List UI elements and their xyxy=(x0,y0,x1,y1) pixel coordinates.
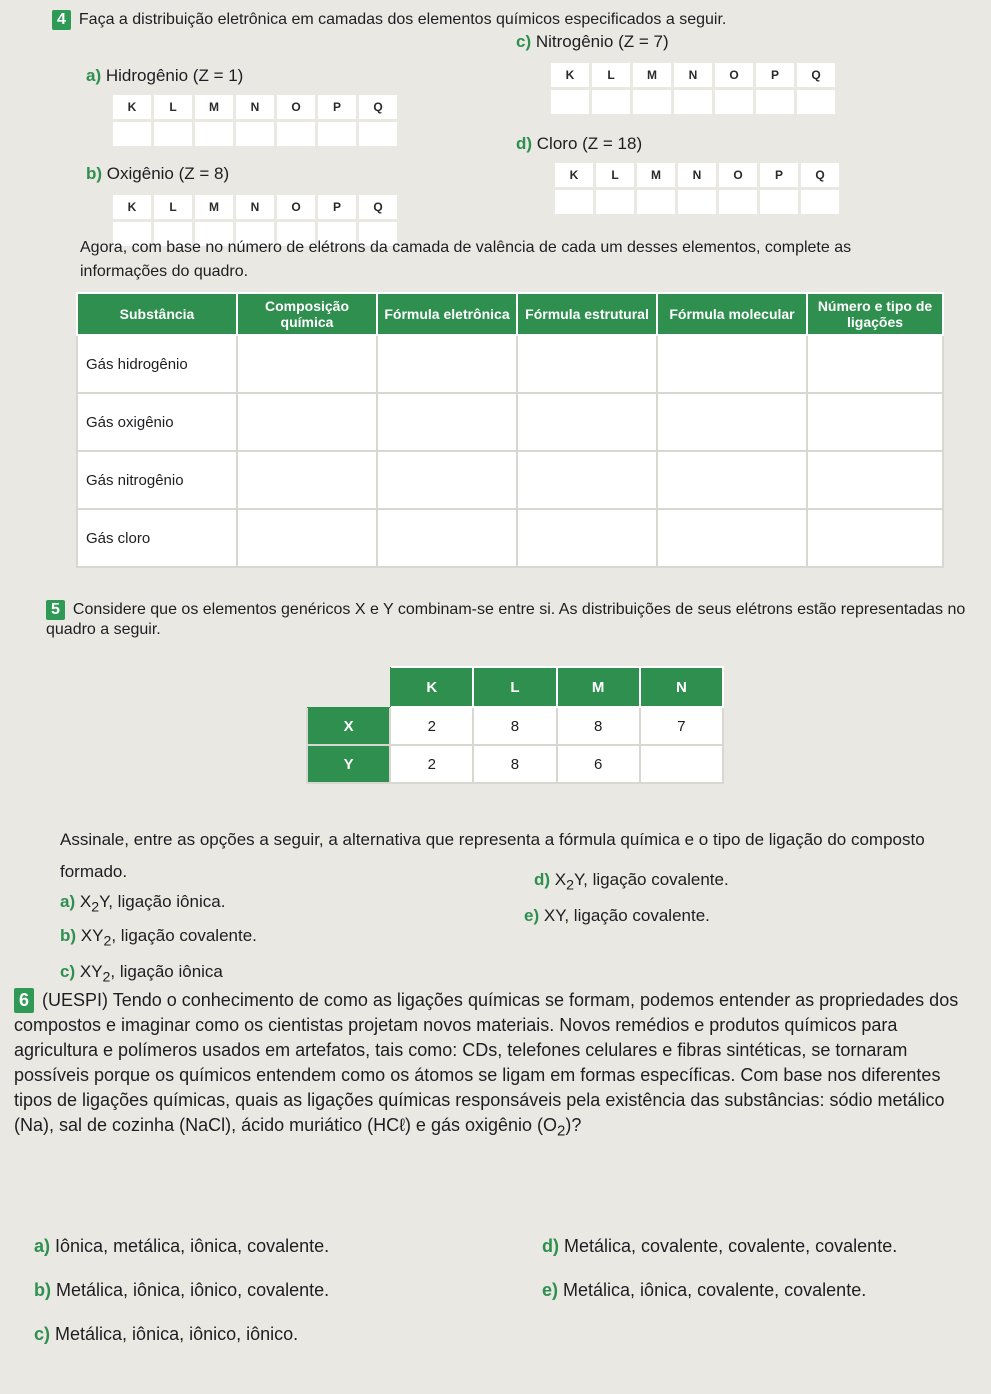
dist-row-label: Y xyxy=(307,745,390,783)
shell-cell[interactable] xyxy=(277,122,315,146)
dist-cell: 6 xyxy=(557,745,640,783)
shell-header: K xyxy=(113,95,151,119)
dist-cell: 2 xyxy=(390,745,473,783)
shell-header: Q xyxy=(359,95,397,119)
shell-cell[interactable] xyxy=(801,190,839,214)
table-cell[interactable] xyxy=(517,509,657,567)
shell-cell[interactable] xyxy=(674,90,712,114)
shell-header: L xyxy=(154,95,192,119)
q4-info-table xyxy=(76,292,944,568)
shell-header: P xyxy=(318,195,356,219)
table-cell[interactable] xyxy=(377,335,517,393)
table-cell[interactable] xyxy=(657,509,807,567)
row-label: Gás oxigênio xyxy=(77,393,237,451)
dist-cell: 8 xyxy=(557,707,640,745)
shell-header: O xyxy=(277,95,315,119)
shell-header: O xyxy=(715,63,753,87)
q6-body: Tendo o conhecimento de como as ligações químicas se formam, podemos entender as propriedades dos compostos e imaginar como os cientistas projetam novos materiais. Novos remédios e produtos químicos para agricultura e polímeros usados em artefatos, tais como: CDs, telefones celulares e fibras sintéticas, se tornaram possíveis porque os químicos entendem como os átomos se ligam em formas específicas. Com base nos diferentes tipos de ligações químicas, quais as ligações químicas responsáveis pela existência das substâncias: sódio metálico (Na), sal de cozinha (NaCl), ácido muriático (HCℓ) e gás oxigênio (O xyxy=(14,990,959,1135)
shell-header: N xyxy=(236,95,274,119)
q4-item-d-label: Cloro (Z = 18) xyxy=(536,134,643,153)
shell-header: M xyxy=(633,63,671,87)
shell-header: L xyxy=(596,163,634,187)
shell-cell[interactable] xyxy=(592,90,630,114)
shell-cell[interactable] xyxy=(797,90,835,114)
table-cell[interactable] xyxy=(377,509,517,567)
shell-header: M xyxy=(195,95,233,119)
table-cell[interactable] xyxy=(237,393,377,451)
shell-cell[interactable] xyxy=(637,190,675,214)
q5-distribution-table xyxy=(306,666,724,784)
dist-header: M xyxy=(557,667,640,707)
shell-header: K xyxy=(551,63,589,87)
table-cell[interactable] xyxy=(657,451,807,509)
q4-prompt-line xyxy=(52,10,952,30)
shell-cell[interactable] xyxy=(113,122,151,146)
dist-cell: 8 xyxy=(473,745,556,783)
shell-header: N xyxy=(236,195,274,219)
table-cell[interactable] xyxy=(237,335,377,393)
q6-option-a[interactable]: a) Iônica, metálica, iônica, covalente. xyxy=(34,1236,330,1256)
shell-header: M xyxy=(637,163,675,187)
table-cell[interactable] xyxy=(657,335,807,393)
shell-header: O xyxy=(277,195,315,219)
info-header: Composição química xyxy=(237,293,377,335)
shell-header: Q xyxy=(797,63,835,87)
info-header: Fórmula estrutural xyxy=(517,293,657,335)
shell-header: Q xyxy=(359,195,397,219)
shell-header: L xyxy=(154,195,192,219)
shell-header: P xyxy=(318,95,356,119)
shell-cell[interactable] xyxy=(318,122,356,146)
table-cell[interactable] xyxy=(377,393,517,451)
table-cell[interactable] xyxy=(807,451,943,509)
shell-header: P xyxy=(760,163,798,187)
dist-header: L xyxy=(473,667,556,707)
q4-item-c-label: Nitrogênio (Z = 7) xyxy=(535,32,669,51)
shell-header: N xyxy=(678,163,716,187)
table-cell[interactable] xyxy=(517,335,657,393)
shell-header: P xyxy=(756,63,794,87)
q4-item-a-title: a) Hidrogênio (Z = 1) xyxy=(86,66,244,85)
shell-cell[interactable] xyxy=(756,90,794,114)
q5-option-d[interactable]: d) $X_2Y$, ligação covalente. xyxy=(534,870,729,894)
q4-shell-table-a xyxy=(110,92,400,149)
table-cell[interactable] xyxy=(807,509,943,567)
shell-cell[interactable] xyxy=(359,122,397,146)
empty-corner xyxy=(307,667,390,707)
table-row xyxy=(77,451,943,509)
shell-header: N xyxy=(674,63,712,87)
table-row xyxy=(77,393,943,451)
shell-cell[interactable] xyxy=(236,122,274,146)
shell-cell[interactable] xyxy=(555,190,593,214)
shell-header: Q xyxy=(801,163,839,187)
q4-prompt: Faça a distribuição eletrônica em camadas dos elementos químicos especificados a seguir. xyxy=(78,11,727,28)
shell-cell[interactable] xyxy=(678,190,716,214)
shell-cell[interactable] xyxy=(596,190,634,214)
shell-cell[interactable] xyxy=(633,90,671,114)
q5-prompt: Considere que os elementos genéricos X e Y combinam-se entre si. As distribuições de seus elétrons estão representadas no quadro a seguir. xyxy=(46,601,966,638)
q5-option-c[interactable]: c) $XY_2$, ligação iônica xyxy=(60,962,223,986)
shell-header: M xyxy=(195,195,233,219)
info-header: Fórmula eletrônica xyxy=(377,293,517,335)
table-cell[interactable] xyxy=(657,393,807,451)
table-cell[interactable] xyxy=(237,509,377,567)
shell-header: K xyxy=(113,195,151,219)
table-row xyxy=(307,707,723,745)
q6-option-e[interactable]: e) Metálica, iônica, covalente, covalente. xyxy=(542,1280,867,1300)
row-label: Gás cloro xyxy=(77,509,237,567)
q4-instruction: Agora, com base no número de elétrons da camada de valência de cada um desses elementos, complete as informações do quadro. xyxy=(80,239,852,280)
info-header-row xyxy=(77,293,943,335)
info-header: Substância xyxy=(77,293,237,335)
q4-item-c-title: c) Nitrogênio (Z = 7) xyxy=(516,32,669,51)
q6-number: 6 xyxy=(14,988,34,1013)
dist-cell: 2 xyxy=(390,707,473,745)
shell-cell[interactable] xyxy=(551,90,589,114)
shell-header: L xyxy=(592,63,630,87)
table-row xyxy=(77,509,943,567)
dist-row-label: X xyxy=(307,707,390,745)
table-row xyxy=(307,745,723,783)
q4-item-d-title: d) Cloro (Z = 18) xyxy=(516,134,643,153)
q5-option-e[interactable]: e) XY, ligação covalente. xyxy=(524,906,710,925)
q5-question: Assinale, entre as opções a seguir, a alternativa que representa a fórmula química e o tipo de ligação do composto formado. xyxy=(60,830,925,881)
dist-header: K xyxy=(390,667,473,707)
info-header: Número e tipo de ligações xyxy=(807,293,943,335)
shell-cell[interactable] xyxy=(154,122,192,146)
q6-text: 6 (UESPI) Tendo o conhecimento de como as ligações químicas se formam, podemos entender as propriedades dos compostos e imaginar como os cientistas projetam novos materiais. Novos remédios e produtos químicos para agricultura e polímeros usados em artefatos, tais como: CDs, telefones celulares e fibras sintéticas, se tornaram possíveis porque os químicos entendem como os átomos se ligam em formas específicas. Com base nos diferentes tipos de ligações químicas, quais as ligações químicas responsáveis pela existência das substâncias: sódio metálico (Na), sal de cozinha (NaCl), ácido muriático (HCℓ) e gás oxigênio $(O_2)$? xyxy=(14,990,959,1140)
dist-cell: 8 xyxy=(473,707,556,745)
shell-header: O xyxy=(719,163,757,187)
dist-cell: 7 xyxy=(640,707,723,745)
q6-option-b[interactable]: b) Metálica, iônica, iônico, covalente. xyxy=(34,1280,330,1300)
table-cell[interactable] xyxy=(517,393,657,451)
dist-header: N xyxy=(640,667,723,707)
shell-cell[interactable] xyxy=(719,190,757,214)
shell-cell[interactable] xyxy=(715,90,753,114)
q4-number: 4 xyxy=(52,10,71,30)
table-row xyxy=(77,335,943,393)
q6-option-c[interactable]: c) Metálica, iônica, iônico, iônico. xyxy=(34,1324,299,1344)
q5-option-a[interactable]: a) $X_2Y$, ligação iônica. xyxy=(60,892,226,916)
q5-option-b[interactable]: b) $XY_2$, ligação covalente. xyxy=(60,926,257,950)
q4-item-b-label: Oxigênio (Z = 8) xyxy=(106,164,230,183)
q4-shell-table-d xyxy=(552,160,842,217)
shell-cell[interactable] xyxy=(195,122,233,146)
q4-item-a-label: Hidrogênio (Z = 1) xyxy=(105,66,244,85)
table-cell[interactable] xyxy=(807,393,943,451)
table-cell[interactable] xyxy=(517,451,657,509)
q6-source: (UESPI) xyxy=(42,990,109,1010)
row-label: Gás hidrogênio xyxy=(77,335,237,393)
shell-cell[interactable] xyxy=(760,190,798,214)
q5-prompt-line xyxy=(46,600,966,640)
dist-cell xyxy=(640,745,723,783)
table-cell[interactable] xyxy=(377,451,517,509)
table-cell[interactable] xyxy=(807,335,943,393)
q5-number: 5 xyxy=(46,600,65,620)
row-label: Gás nitrogênio xyxy=(77,451,237,509)
q4-item-b-title: b) Oxigênio (Z = 8) xyxy=(86,164,230,183)
info-header: Fórmula molecular xyxy=(657,293,807,335)
table-cell[interactable] xyxy=(237,451,377,509)
shell-header: K xyxy=(555,163,593,187)
q4-shell-table-c xyxy=(548,60,838,117)
q6-option-d[interactable]: d) Metálica, covalente, covalente, covalente. xyxy=(542,1236,898,1256)
